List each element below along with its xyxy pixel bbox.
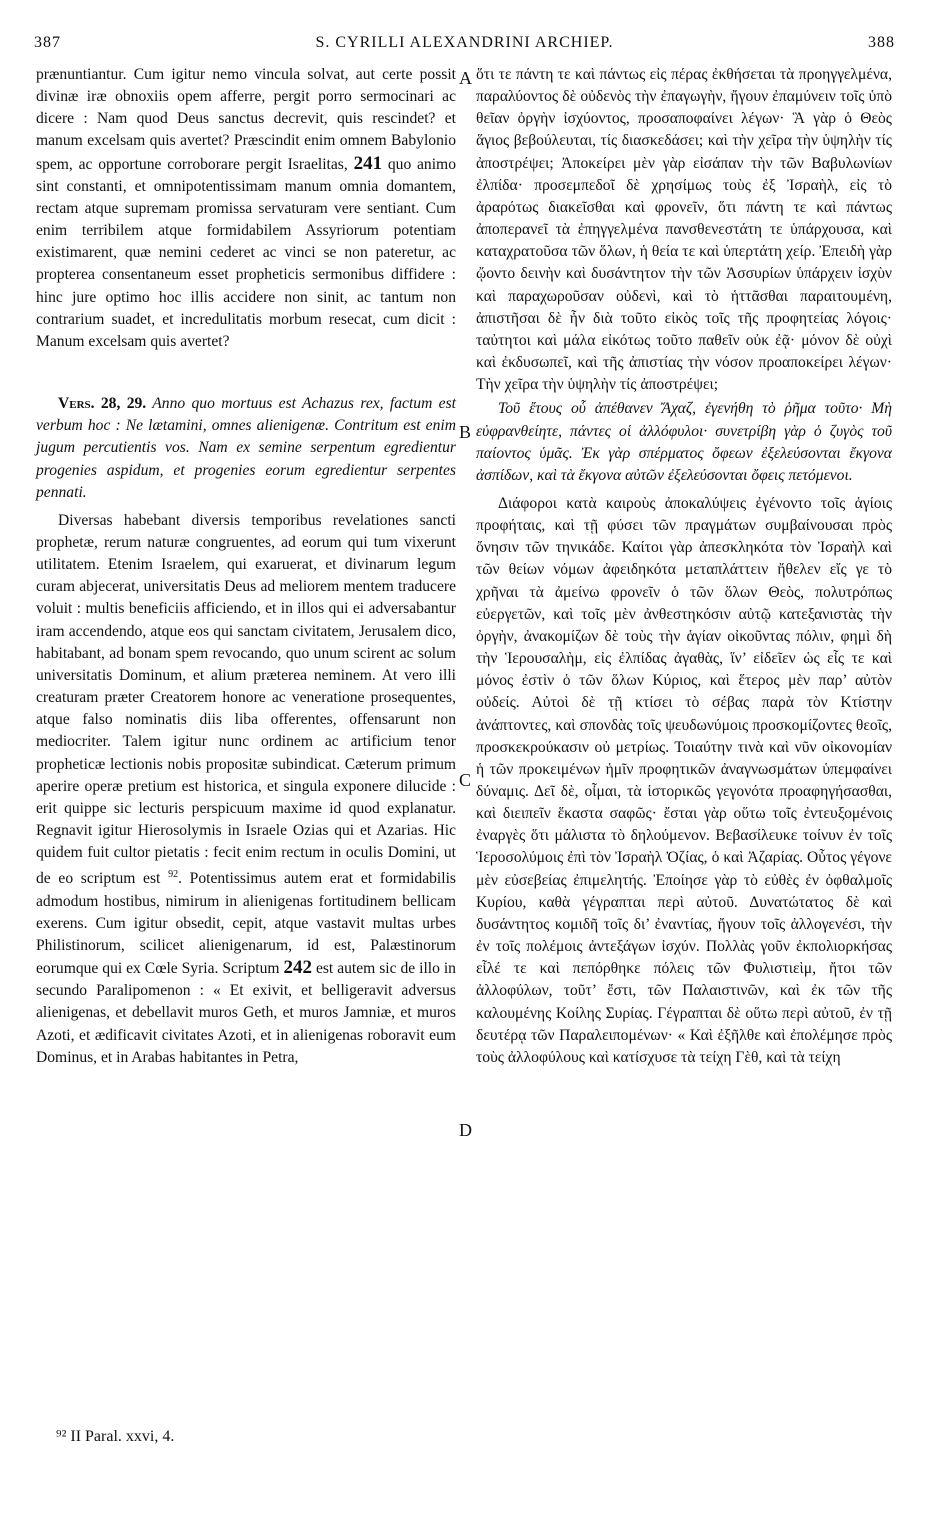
greek-paragraph-2: Διάφοροι κατὰ καιροὺς ἀποκαλύψεις ἐγένοντο τοῖς ἁγίοις προφήταις, καὶ τῇ φύσει τῶν πραγμάτων συμβαίνουσαι πρὸς ὄνησιν τῶν τηνικάδε. Καίτοι γὰρ ἀπεσκληκότα τὸν Ἰσραὴλ καὶ τῶν θείων νόμων ἀφειδηκότα μεταπλάττειν ἤθελεν εἴς γε τὸ χρῆναι τὰ ἀμείνω φρονεῖν ὁ τῶν ὅλων Θεὸς, πολυτρόπως εὐεργετῶν, καὶ τοῖς μὲν ἀνθεστηκόσιν αὐτῷ κατεξανιστὰς τὴν ὀργὴν, ἀνακομίζων δὲ τοὺς τὴν ἁγίαν οἰκοῦντας πόλιν, φημὶ δὴ τὴν Ἱερουσαλὴμ, εἰς ἐλπίδας ἀγαθὰς, ἵν’ εἰδεῖεν ὡς εἷς τε καὶ μόνος ἐστὶν ὁ τῶν ὅλων Κύριος, καὶ ἕτερος μὲν παρ’ αὐτὸν οὐδείς. Αὐτοὶ δὲ τῇ κτίσει τὸ σέβας παρὰ τὸν Κτίστην ἀνάπτοντες, καὶ σπονδὰς τοῖς ψευδωνύμοις προσκομίζοντες θεοῖς, προσκεκρούκασιν οὐ μετρίως. Τοιαύτην τινὰ καὶ νῦν οἰκονομίαν ἡ τῶν προκειμένων ἡμῖν προφητικῶν ἀναγνωσμάτων ὑπεμφαίνει δύναμις. Δεῖ δὲ, οἶμαι, τὰ ἱστορικῶς γεγονότα προαφηγήσασθαι, καὶ διειπεῖν ἕκαστα σαφῶς· ἔσται γὰρ οὕτω τοῖς ἐντευξομένοις ἐναργὲς ὅτι μάλιστα τὸ δηλούμενον. Βεβασίλευκε τοίνυν ἐν τοῖς Ἱεροσολύμοις ἐπὶ τὸν Ἰσραὴλ Ὀζίας, ὁ καὶ Ἀζαρίας. Οὗτος γέγονε μὲν εὐσεβείας ἐπιμελητής. Ἐποίησε γὰρ τὸ εὐθὲς ἐν ὀφθαλμοῖς Κυρίου, καθὰ γέγραπται περὶ αὐτοῦ. Δυνατώτατος δὲ καὶ δυσάντητος κομιδῆ τοῖς δι’ ἐναντίας, ἤγουν τοῖς ἀλλογενέσι, τὴν ἐν τοῖς πολέμοις ἀντεξάγων ἰσχύν. Πολλὰς γοῦν ἐκπολιορκήσας εἷλέ τε καὶ πεπόρθηκε πόλεις τῶν Φυλιστιεὶμ, ἤτοι τῶν ἀλλοφύλων, τοῦτ’ ἔστι, τῶν Παλαιστινῶν, καὶ ἐκ τῶν τῆς καλουμένης Κοίλης Συρίας. Γέγραπται δὲ οὕτω περὶ αὐτοῦ, ἐν τῇ δευτέρᾳ τῶν Παραλειπομένων· « Καὶ ἐξῆλθε καὶ ἐπολέμησε πρὸς τοὺς ἀλλοφύλους καὶ κατίσχυσε τὰ τείχη Γὲθ, καὶ τὰ τείχη bbox=[476, 494, 892, 1066]
margin-marker-b: B bbox=[459, 422, 472, 442]
footnote: ⁹² II Paral. xxvi, 4. bbox=[56, 1428, 175, 1445]
page-ref-242: 242 bbox=[283, 957, 312, 979]
greek-paragraph-1: ὅτι τε πάντη τε καὶ πάντως εἰς πέρας ἐκθήσεται τὰ προηγγελμένα, παραλύοντος δὲ οὐδενὸς τὴν ἐπαγωγὴν, ἤγουν ἐπαμύνειν τοῖς ὑπὸ θεῖαν ὀργὴν ἰσχύοντος, προσαποφαίνει λέγων· Ἃ γὰρ ὁ Θεὸς ἅγιος βεβούλευται, τίς διασκεδάσει; καὶ τὴν χεῖρα τὴν ὑψηλὴν τίς ἀποστρέψει; Ἀποκείρει μὲν γὰρ εἰσάπαν τὴν τῶν Βαβυλωνίων ἐλπίδα· προσεμπεδοῖ δὲ χρησίμως τοὺς ἐξ Ἰσραὴλ, εἰς τὸ ἀραρότως διακεῖσθαι καὶ φρονεῖν, ὅτι πάντη τε καὶ πάντως ἀποπερανεῖ τὰ ἐπηγγελμένα πανσθενεστάτη τε ὑπάρχουσα, καὶ καταχρατοῦσα τῶν ὅλων, ἡ θεία τε καὶ ὑπερτάτη χείρ. Ἐπειδὴ γὰρ ᾤοντο δεινὴν καὶ δυσάντητον τὴν τῶν Ἀσσυρίων ὑπάρχειν ἰσχὺν καὶ παραχωροῦσαν οὐδενὶ, καὶ τὸ ἡττᾶσθαι παραιτουμένη, ἀπιστῆσαι δὲ ἦν διὰ τοῦτο εἰκὸς τοῖς τῆς προφητείας λόγοις· ταὐτητοι καὶ μάλα εἰκότως τοῦτο παθεῖν οὐκ ἐᾷ· μόνον δὲ οὐχὶ καὶ ἐκδυσωπεῖ, καὶ τῆς ἀπιστίας τὴν νόσον προαποκείρει λέγων· Τὴν χεῖρα τὴν ὑψηλὴν τίς ἀποστρέψει; bbox=[476, 66, 892, 394]
margin-marker-a: A bbox=[459, 68, 472, 88]
greek-verse: Τοῦ ἔτους οὗ ἀπέθανεν Ἄχαζ, ἐγενήθη τὸ ῥῆμα τοῦτο· Μὴ εὐφρανθείητε, πάντες οἱ ἀλλόφυλοι· συνετρίβη γὰρ ὁ ζυγὸς τοῦ παίοντος ὑμᾶς. Ἐκ γὰρ σπέρματος ὄφεων ἐξελεύσονται ἔκγονα ἀσπίδων, καὶ τὰ ἔκγονα αὐτῶν ἐξελεύσονται ὄφεις πετόμενοι. bbox=[476, 400, 892, 484]
footnote-ref: 92 bbox=[168, 869, 179, 881]
latin-p2-text: Diversas habebant diversis temporibus revelationes sancti prophetæ, rerum naturæ congruentes, ad eorum qui tum vixerunt utilitatem. Etenim Israelem, qui exaruerat, et divinarum legum curam abjecerat, universitatis Deus ad meliorem mentem traducere voluit : multis beneficiis afficiendo, et in illos qui ei adversabantur iram accendendo, atque eos qui sanctam civitatem, Jerusalem dico, habitabant, ad bonam spem revocando, quo unum scirent ac solum universitatis Dominum, et alium præterea neminem. At vero illi creaturam præter Creatorem honore ac veneratione prosequentes, atque falso nominatis diis liba offerentes, offensarunt non mediocriter. Talem igitur nunc ordinem ac artificium tenor propheticæ lectionis nobis propositæ subindicat. Cæterum primum aperire operæ pretium est historica, et singula exponere dilucide : erit quippe sic lecturis perspicuum maxime id quod explanatur. Regnavit igitur Hierosolymis in Israele Ozias qui et Azarias. Hic quidem fuit cultor pietatis : fecit enim rectum in oculis Domini, ut de eo scriptum est bbox=[36, 511, 456, 888]
margin-marker-c: C bbox=[459, 770, 472, 790]
margin-marker-d: D bbox=[459, 1120, 472, 1140]
latin-column bbox=[36, 64, 456, 1069]
left-page-number: 387 bbox=[34, 34, 61, 51]
latin-verse-text: Anno quo mortuus est Achazus rex, factum est verbum hoc : Ne lætamini, omnes alienigenæ. Contritum est enim jugum percutientis vos. Nam ex semine serpentum egredientur progenies aspidum, et progenies eorum egredientur serpentes pennati. bbox=[36, 395, 456, 501]
verse-label: Vers. 28, 29. bbox=[58, 395, 147, 413]
latin-p1-text: prænuntiantur. Cum igitur nemo vincula solvat, aut certe possit divinæ iræ obnoxiis opem afferre, pergit porro sermocinari ac dicere : Nam quod Deus sanctus decrevit, quis rescindet? et manum excelsam quis avertet? Præscindit enim omnem Babylonio spem, ac opportune corroborare pergit Israelitas, bbox=[36, 66, 456, 173]
latin-p1b-text: quo animo sint constanti, et omnipotentissimam manum omnia domantem, rectam atque supremam promissa servaturam vere sentiant. Cum enim terribilem atque formidabilem Assyriorum potentiam existimarent, quæ nemini cederet ac vinci se non pateretur, ac propterea consentaneum esset propheticis sermonibus diffidere : hinc jure optimo hoc illis accidere non sinit, ac tantum non contrarium suadet, et incredulitatis morbum resecat, cum dicit : Manum excelsam quis avertet? bbox=[36, 155, 456, 350]
running-title: S. CYRILLI ALEXANDRINI ARCHIEP. bbox=[315, 34, 614, 51]
latin-p2b-text: . Potentissimus autem erat et formidabilis admodum hostibus, nimirum in alienigenas fortitudinem bellicam exerens. Cum igitur obsedit, cepit, atque vastavit multas urbes Philistinorum, scilicet alienigenarum, id est, Palæstinorum eorumque qui ex Cœle Syria. Scriptum bbox=[36, 870, 456, 978]
page-ref-241: 241 bbox=[353, 152, 383, 174]
latin-paragraph-2 bbox=[36, 510, 456, 1069]
running-header bbox=[34, 34, 895, 58]
latin-p2c-text: est autem sic de illo in secundo Paralipomenon : « Et exivit, et belligeravit adversus alienigenas, et debellavit muros Geth, et muros Jamniæ, et muros Azoti, et ædificavit civitates Azoti, et in alienigenas roboravit eum Dominus, et in Arabas habitantes in Petra, bbox=[36, 960, 456, 1066]
greek-column bbox=[476, 64, 892, 1069]
latin-verse bbox=[36, 393, 456, 504]
right-page-number: 388 bbox=[868, 34, 895, 51]
latin-paragraph-1 bbox=[36, 64, 456, 353]
